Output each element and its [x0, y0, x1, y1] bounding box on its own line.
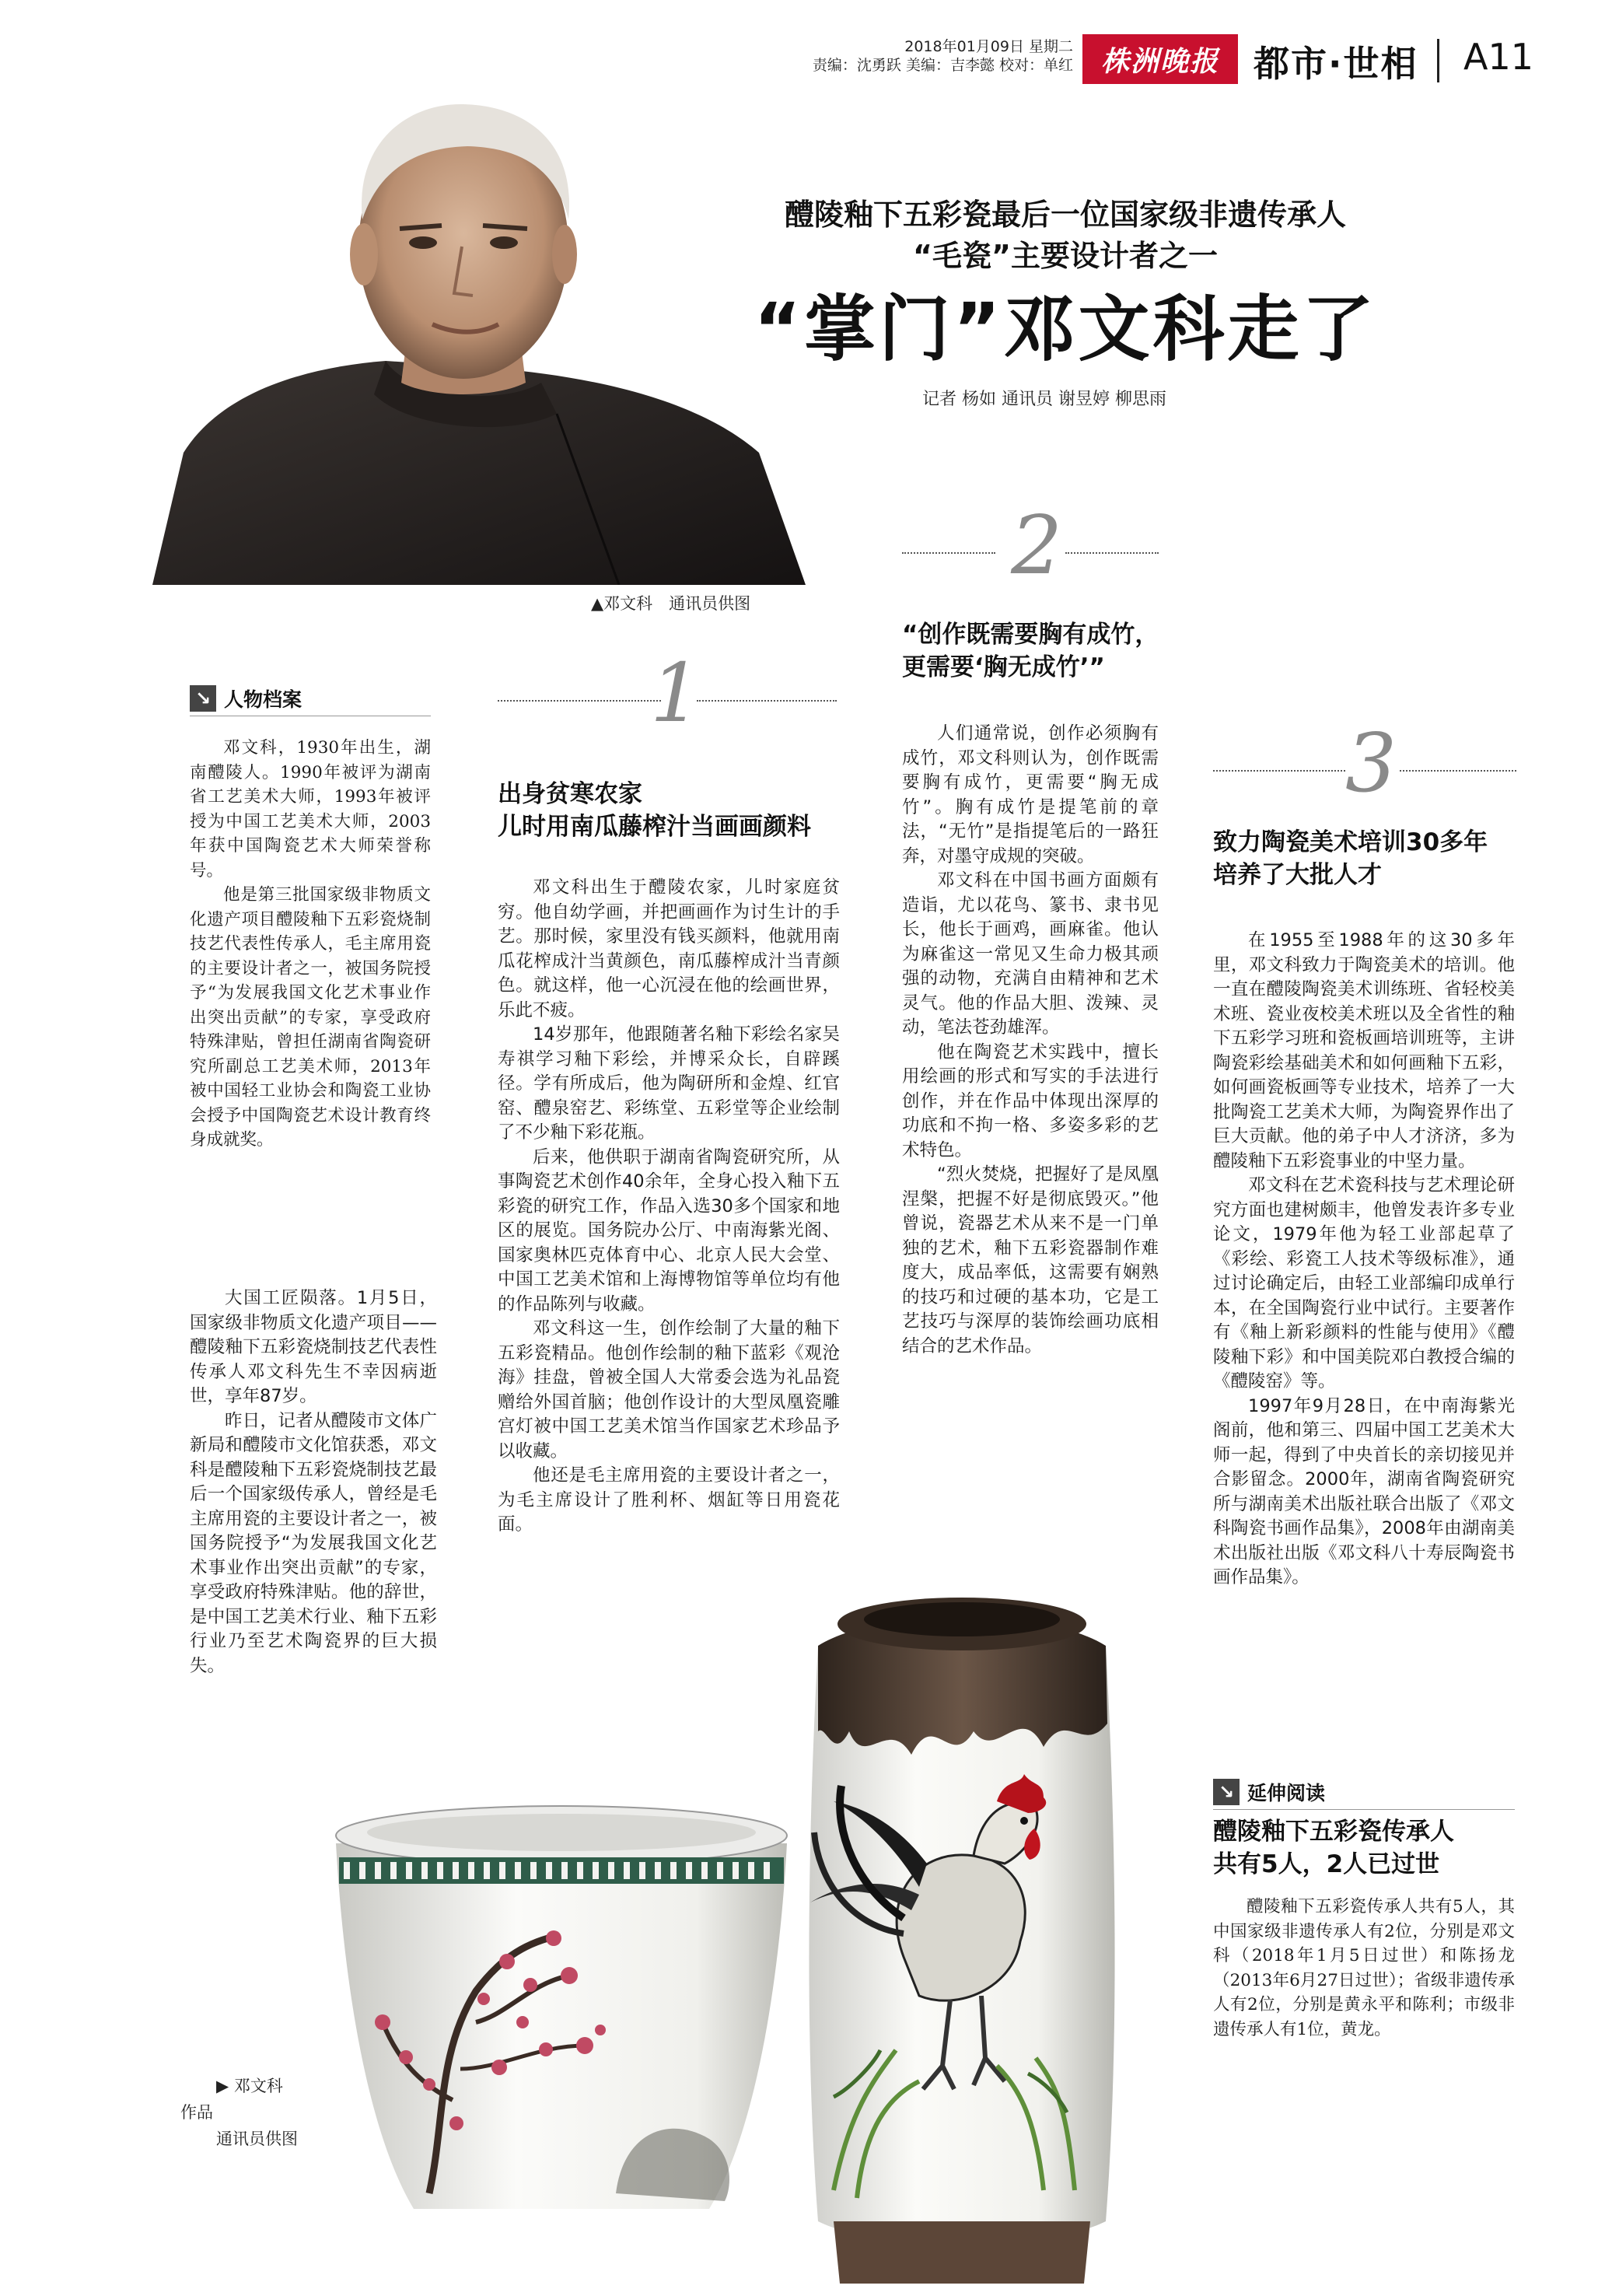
section1-title-line2: 儿时用南瓜藤榨汁当画画颜料 — [498, 813, 811, 841]
extended-title — [1213, 1815, 1524, 1881]
section2-text — [902, 722, 1159, 1359]
section1-title-line1: 出身贫寒农家 — [498, 780, 642, 808]
section3-title-line2: 培养了大批人才 — [1213, 861, 1382, 889]
archive-label-text: 人物档案 — [224, 688, 302, 711]
section3-paragraph: 邓文科在艺术瓷科技与艺术理论研究方面也建树颇丰，他曾发表许多专业论文，1979年他为轻工业部起草了《彩绘、彩瓷工人技术等级标准》，通过讨论确定后，由轻工业部编印成单行本，在全国陶瓷行业中试行。主要著作有《釉上新彩颜料的性能与使用》《醴陵釉下彩》和中国美院邓白教授合编的《醴陵窑》等。 — [1213, 1175, 1515, 1391]
section2-title-line1: “创作既需要胸有成竹， — [902, 621, 1159, 649]
portrait-caption: ▲邓文科 通讯员供图 — [591, 594, 751, 613]
lead-text — [190, 1286, 437, 1678]
section2-dots-right — [1065, 552, 1159, 554]
issue-date: 2018年01月09日 星期二 — [904, 38, 1073, 55]
section1-paragraph: 他还是毛主席用瓷的主要设计者之一，为毛主席设计了胜利杯、烟缸等日用瓷花面。 — [498, 1465, 840, 1535]
section2-title-line2: 更需要‘胸无成竹’” — [902, 653, 1105, 681]
section1-paragraph: 14岁那年，他跟随著名釉下彩绘名家吴寿祺学习釉下彩绘，并博采众长，自辟蹊径。学有所成后，他为陶研所和金煌、红官窑、醴泉窑艺、彩练堂、五彩堂等企业绘制了不少釉下彩花瓶。 — [498, 1024, 840, 1143]
section2-paragraph: 人们通常说，创作必须胸有成竹，邓文科则认为，创作既需要胸有成竹，更需要“胸无成竹”。胸有成竹是提笔前的章法，“无竹”是指提笔后的一路狂奔，对墨守成规的突破。 — [902, 723, 1159, 866]
section1-dots-right — [697, 700, 837, 702]
arrow-down-right-icon: ↘ — [1213, 1779, 1240, 1805]
archive-label — [190, 684, 302, 712]
section2-title — [902, 618, 1213, 684]
section1-dots-left — [498, 700, 661, 702]
extended-title-line2: 共有5人，2人已过世 — [1213, 1850, 1440, 1878]
headline-kicker-1: 醴陵釉下五彩瓷最后一位国家级非遗传承人 — [784, 198, 1346, 232]
section1-number: 1 — [650, 646, 702, 740]
byline: 记者 杨如 通讯员 谢昱婷 柳思雨 — [922, 390, 1166, 409]
section2-paragraph: 他在陶瓷艺术实践中，擅长用绘画的形式和写实的手法进行创作，并在作品中体现出深厚的功底和不拘一格、多姿多彩的艺术特色。 — [902, 1041, 1159, 1160]
archive-paragraph: 他是第三批国家级非物质文化遗产项目醴陵釉下五彩瓷烧制技艺代表性传承人，毛主席用瓷的主要设计者之一，被国务院授予“为发展我国文化艺术事业作出突出贡献”的专家，享受政府特殊津贴，曾担任湖南省陶瓷研究所副总工艺美术师，2013年被中国轻工业协会和陶瓷工业协会授予中国陶瓷艺术设计教育终身成就奖。 — [190, 885, 431, 1150]
section1-title — [498, 778, 840, 843]
main-headline: “掌门”邓文科走了 — [754, 288, 1377, 371]
lead-paragraph: 大国工匠陨落。1月5日，国家级非物质文化遗产项目——醴陵釉下五彩瓷烧制技艺代表性传承人邓文科先生不幸因病逝世，享年87岁。 — [190, 1288, 437, 1406]
masthead-divider — [1437, 39, 1439, 82]
section3-paragraph: 在1955至1988年的这30多年里，邓文科致力于陶瓷美术的培训。他一直在醴陵陶瓷美术训练班、省轻校美术班、瓷业夜校美术班以及全省性的釉下五彩学习班和瓷板画培训班等，主讲陶瓷彩绘基础美术和如何画釉下五彩，如何画瓷板画等专业技术，培养了一大批陶瓷工艺美术大师，为陶瓷界作出了巨大贡献。他的弟子中人才济济，多为醴陵釉下五彩瓷事业的中坚力量。 — [1213, 930, 1515, 1171]
section1-paragraph: 邓文科这一生，创作绘制了大量的釉下五彩瓷精品。他创作绘制的釉下蓝彩《观沧海》挂盘，曾被全国人大常委会选为礼品瓷赠给外国首脑；他创作设计的大型凤凰瓷雕宫灯被中国工艺美术馆当作国家艺术珍品予以收藏。 — [498, 1318, 840, 1461]
extended-paragraph: 醴陵釉下五彩瓷传承人共有5人，其中国家级非遗传承人有2位，分别是邓文科（2018年1月5日过世）和陈扬龙（2013年6月27日过世）；省级非遗传承人有2位，分别是黄永平和陈利；市级非遗传承人有1位，黄龙。 — [1213, 1897, 1515, 2039]
editor-credits: 责编：沈勇跃 美编：吉李懿 校对：单红 — [812, 57, 1073, 74]
section3-text — [1213, 929, 1515, 1591]
section2-paragraph: “烈火焚烧，把握好了是凤凰涅槃，把握不好是彻底毁灭。”他曾说，瓷器艺术从来不是一门单独的艺术，釉下五彩瓷器制作难度大，成品率低，这需要有娴熟的技巧和过硬的基本功，它是工艺技巧与深厚的装饰绘画功底相结合的艺术作品。 — [902, 1164, 1159, 1356]
section-title: 都市·世相 — [1254, 43, 1418, 85]
extended-rule — [1213, 1809, 1515, 1810]
section3-title — [1213, 826, 1524, 891]
section2-dots-left — [902, 552, 995, 554]
plum-blossom-jar-photo — [320, 1789, 802, 2224]
section1-paragraph: 邓文科出生于醴陵农家，儿时家庭贫穷。他自幼学画，并把画画作为讨生计的手艺。那时候，家里没有钱买颜料，他就用南瓜花榨成汁当黄颜色，南瓜藤榨成汁当青颜色。就这样，他一心沉浸在他的绘画世界，乐此不疲。 — [498, 877, 840, 1020]
section3-title-line1: 致力陶瓷美术培训30多年 — [1213, 828, 1488, 856]
extended-text — [1213, 1895, 1515, 2042]
section3-number: 3 — [1345, 716, 1397, 810]
section1-text — [498, 876, 840, 1538]
works-caption-line1: ▶ 邓文科 — [216, 2077, 283, 2095]
extended-label — [1213, 1778, 1325, 1806]
section2-number: 2 — [1011, 498, 1063, 593]
arrow-down-right-icon: ↘ — [190, 685, 216, 712]
extended-label-text: 延伸阅读 — [1247, 1782, 1326, 1804]
newspaper-logo: 株洲晚报 — [1082, 34, 1238, 84]
works-caption-line2: 作品 — [180, 2103, 213, 2122]
headline-kicker-2: “毛瓷”主要设计者之一 — [913, 239, 1218, 273]
rooster-vase-photo — [787, 1552, 1137, 2293]
section3-paragraph: 1997年9月28日，在中南海紫光阁前，他和第三、四届中国工艺美术大师一起，得到了中央首长的亲切接见并合影留念。2000年，湖南省陶瓷研究所与湖南美术出版社联合出版了《邓文科陶瓷书画作品集》，2008年由湖南美术出版社出版《邓文科八十寿辰陶瓷书画作品集》。 — [1213, 1395, 1515, 1587]
section3-dots-right — [1400, 770, 1516, 772]
archive-text — [190, 736, 431, 1153]
extended-title-line1: 醴陵釉下五彩瓷传承人 — [1213, 1818, 1454, 1846]
section2-paragraph: 邓文科在中国书画方面颇有造诣，尤以花鸟、篆书、隶书见长，他长于画鸡，画麻雀。他认为麻雀这一常见又生命力极其顽强的动物，充满自由精神和艺术灵气。他的作品大胆、泼辣、灵动，笔法苍劲雄浑。 — [902, 870, 1159, 1038]
works-caption-line3: 通讯员供图 — [216, 2130, 298, 2148]
archive-paragraph: 邓文科，1930年出生，湖南醴陵人。1990年被评为湖南省工艺美术大师，1993年被评授为中国工艺美术大师，2003年获中国陶瓷艺术大师荣誉称号。 — [190, 738, 431, 880]
section3-dots-left — [1213, 770, 1345, 772]
page-number: A11 — [1463, 36, 1534, 78]
section1-paragraph: 后来，他供职于湖南省陶瓷研究所，从事陶瓷艺术创作40余年，全身心投入釉下五彩瓷的研究工作，作品入选30多个国家和地区的展览。国务院办公厅、中南海紫光阁、国家奥林匹克体育中心、北京人民大会堂、中国工艺美术馆和上海博物馆等单位均有他的作品陈列与收藏。 — [498, 1146, 840, 1314]
lead-paragraph: 昨日，记者从醴陵市文体广新局和醴陵市文化馆获悉，邓文科是醴陵釉下五彩瓷烧制技艺最后一个国家级传承人，曾经是毛主席用瓷的主要设计者之一，被国务院授予“为发展我国文化艺术事业作出突出贡献”的专家，享受政府特殊津贴。他的辞世，是中国工艺美术行业、釉下五彩行业乃至艺术陶瓷界的巨大损失。 — [190, 1410, 437, 1676]
